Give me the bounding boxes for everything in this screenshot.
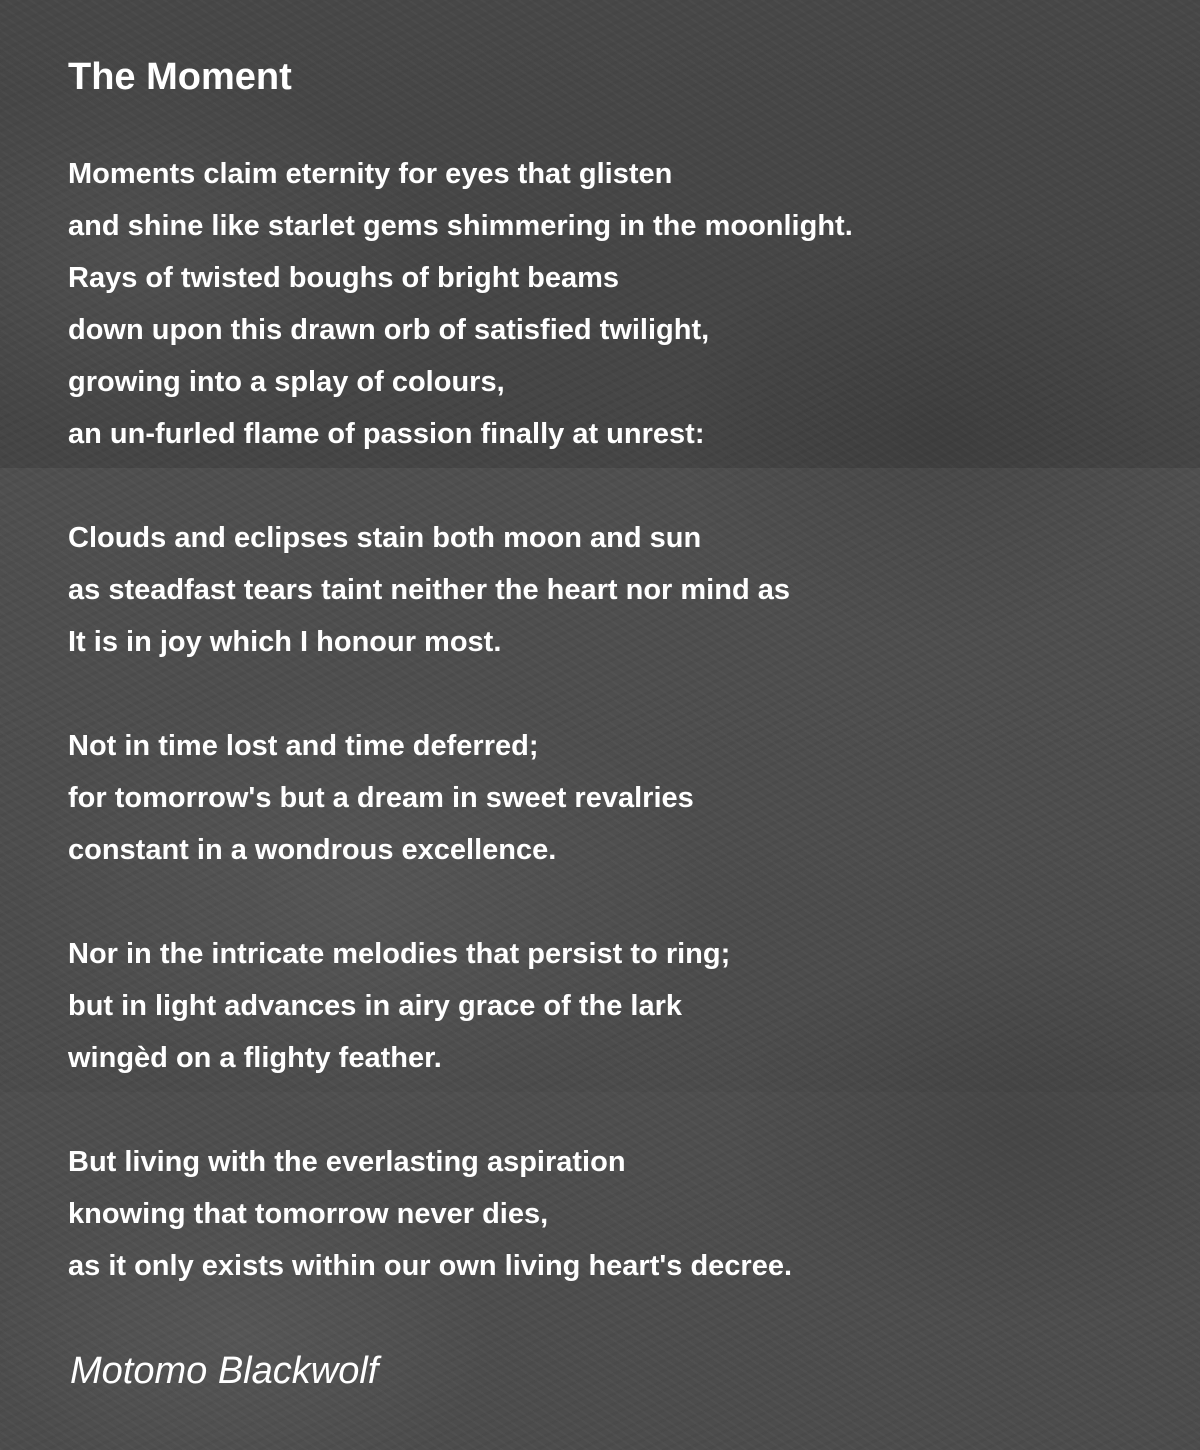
poem-line: but in light advances in airy grace of the lark: [68, 990, 682, 1022]
poem-line: and shine like starlet gems shimmering in the moonlight.: [68, 210, 853, 242]
poem-line: constant in a wondrous excellence.: [68, 834, 557, 866]
poem-line: Clouds and eclipses stain both moon and sun: [68, 522, 702, 554]
poem-author: Motomo Blackwolf: [70, 1350, 379, 1392]
stanza-1: [68, 148, 853, 460]
poem-line: It is in joy which I honour most.: [68, 626, 502, 658]
poem-line: Not in time lost and time deferred;: [68, 730, 539, 762]
stanza-3: [68, 720, 853, 876]
poem-line: growing into a splay of colours,: [68, 366, 505, 398]
poem-line: for tomorrow's but a dream in sweet revalries: [68, 782, 694, 814]
poem-body: [68, 148, 853, 1344]
poem-line: Rays of twisted boughs of bright beams: [68, 262, 620, 294]
stanza-2: [68, 512, 853, 668]
poem-line: But living with the everlasting aspiration: [68, 1146, 626, 1178]
poem-line: as steadfast tears taint neither the heart nor mind as: [68, 574, 790, 606]
stanza-5: [68, 1136, 853, 1292]
stanza-4: [68, 928, 853, 1084]
poem-line: knowing that tomorrow never dies,: [68, 1198, 549, 1230]
poem-line: Nor in the intricate melodies that persist to ring;: [68, 938, 731, 970]
poem-line: down upon this drawn orb of satisfied twilight,: [68, 314, 710, 346]
poem-line: Moments claim eternity for eyes that glisten: [68, 158, 673, 190]
poem-title: The Moment: [68, 56, 292, 98]
poem-line: wingèd on a flighty feather.: [68, 1042, 442, 1074]
poem-line: as it only exists within our own living heart's decree.: [68, 1250, 793, 1282]
poem-line: an un-furled flame of passion finally at unrest:: [68, 418, 705, 450]
